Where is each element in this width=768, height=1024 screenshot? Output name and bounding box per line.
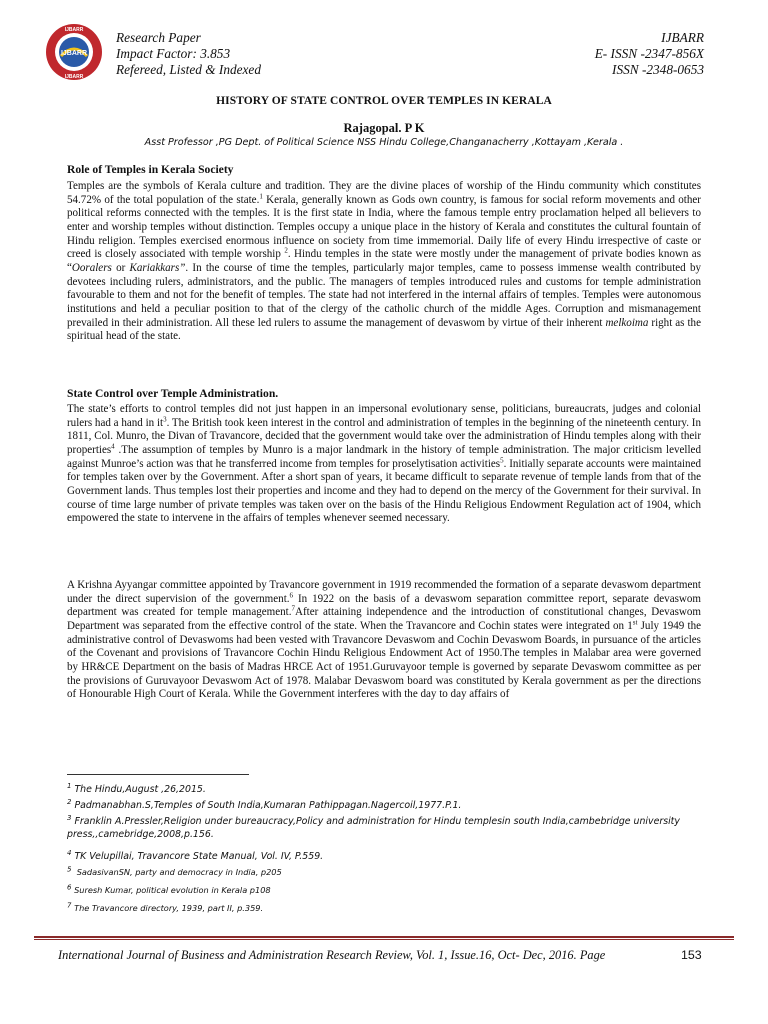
section-heading-role: Role of Temples in Kerala Society <box>67 163 234 176</box>
paragraph-state-control: The state’s efforts to control temples did not just happen in an impersonal evolutionary sense, politicians, bureaucrats, judges and colonial rulers had a hand in $it^3$. The British took keen interest in the control and administration of temples in the beginning of the nineteenth century. In 1811, Col. Munro, the Divan of Travancore, decided that the government would take over the administration of Hindu temples along with their properties$^4$ .The assumption of temples by Munro is a major landmark in the history of temple administration. The major criticism levelled against Munroe’s action was that he transferred income from temples for proselytisation activities$^5$. Initially separate accounts were maintained for temples taken over by the Government. After a short span of years, it became difficult to separate revenue of temple lands from that of the Government lands. Thus temples lost their properties and income and they had to depend on the mercy of the Government for their survival. In course of time large number of private temples was taken over on the basis of the Hindu Religious Endowment Regulation act of 1904, which empowered the state to intervene in the affairs of temples whenever seemed necessary. <box>67 403 701 525</box>
footnote-4: $^4$ TK Velupillai, Travancore State Manual, Vol. IV, P.559. <box>67 848 324 862</box>
paragraph-role-of-temples: Temples are the symbols of Kerala culture and tradition. They are the divine places of worship of the Hindu community which constitutes 54.72% of the total population of the state.$^1$ Kerala, generally known as Gods own country, is famous for social reform movements and other political reforms connected with the temples. It is the first state in India, where the famous temple entry proclamation helped all believers to enter and worship temples without distinction. Temples occupy a unique place in the history of Kerala and constitutes the cultural fountain of Hindu religion. Temples exercised enormous influence on society from time immemorial. Daily life of every Hindu irrespective of caste or creed is closely associated with temple worship $^2$. Hindu temples in the state were mostly under the management of private bodies known as “Ooralers or Kariakkars”. In the course of time the temples, particularly major temples, came to possess immense wealth contributed by devotees including rulers, administrators, and the public. The managers of temples introduced rules and customs for temple administration favourable to them and not for the benefit of temples. The state had not interfered in the internal affairs of temples. Temples were autonomous institutions and held a peculiar position to that of the clergy of the catholic church of the middle Ages. Corruption and mismanagement prevailed in their administration. All these led rulers to assume the management of devaswom by virtue of their inherent melkoima right as the spiritual head of the state. <box>67 180 702 343</box>
footnote-1: $^1$ The Hindu,August ,26,2015. <box>67 781 206 795</box>
footnote-ref: st <box>632 618 638 627</box>
page-number: 153 <box>681 948 702 962</box>
header-left <box>116 30 261 78</box>
footnote-7: $^7$ The Travancore directory, 1939, part II, p.359. <box>67 901 264 913</box>
e-issn: E- ISSN -2347-856X <box>594 46 704 61</box>
header-right <box>595 30 704 78</box>
footer-journal-citation: International Journal of Business and Administration Research Review, Vol. 1, Issue.16, Oct- Dec, 2016. Page <box>58 948 606 962</box>
footnote-3: $^3$ Franklin A.Pressler,Religion under bureaucracy,Policy and administration for Hindu templesin south India,cambebridge university press,,camebridge,2008,p.156. <box>67 813 680 840</box>
issn: ISSN -2348-0653 <box>612 62 704 77</box>
author-name: Rajagopal. P K <box>343 121 425 135</box>
footnote-ref: 4 <box>111 442 115 451</box>
svg-text:IJBARR: IJBARR <box>64 27 84 33</box>
footnote-ref: 1 <box>259 191 263 200</box>
author-affiliation: Asst Professor ,PG Dept. of Political Science NSS Hindu College,Changanacherry ,Kottayam ,Kerala . <box>144 137 624 148</box>
footer-rule <box>34 936 734 938</box>
footnote-ref: 6 <box>289 590 294 599</box>
footnote-rule <box>67 774 249 775</box>
footnote-6: $^6$ Suresh Kumar, political evolution in Kerala p108 <box>67 883 271 895</box>
italic-term: Ooralers <box>71 261 112 274</box>
refereed-label: Refereed, Listed & Indexed <box>116 62 261 77</box>
research-paper-label: Research Paper <box>116 30 201 45</box>
svg-text:IJBARR: IJBARR <box>64 74 84 80</box>
section-heading-state-control: State Control over Temple Administration. <box>67 387 279 400</box>
paper-title: HISTORY OF STATE CONTROL OVER TEMPLES IN KERALA <box>216 95 552 107</box>
footnote-ref: 5 <box>500 455 504 464</box>
journal-logo <box>44 22 104 82</box>
footnote-ref: 7 <box>291 604 295 613</box>
footnote-ref: 3 <box>163 414 167 423</box>
svg-text:IJBARR: IJBARR <box>60 50 88 57</box>
footnote-5: $^5$ SadasivanSN, party and democracy in India, p205 <box>67 865 282 877</box>
italic-term: Kariakkars” <box>129 261 186 274</box>
footnote-2: $^2$ Padmanabhan.S,Temples of South India,Kumaran Pathippagan.Nagercoil,1977.P.1. <box>67 797 462 811</box>
journal-abbrev: IJBARR <box>661 30 704 45</box>
italic-term: melkoima <box>605 316 649 329</box>
paragraph-krishna-committee: A Krishna Ayyangar committee appointed by Travancore government in 1919 recommended the formation of a separate devaswom department under the direct supervision of the government.$^6$ In 1922 on the basis of a devaswom separation committee report, separate devaswom department was created for temple management.$^7$After attaining independence and the introduction of constitutional changes, Devaswom Department was separated from the effective control of the state. When the Travancore and Cochin states were integrated on 1st July 1949 the administrative control of Devaswoms had been vested with Travancore Devaswom and Cochin Devaswom Boards, in pursuance of the articles of the Covenant and provisions of Travancore Cochin Hindu Religious Endowment Act of 1950.The temples in Malabar area were governed by HR&CE Department on the basis of Madras HRCE Act of 1951.Guruvayoor temple is governed by separate Devaswom committee as per the provisions of Guruvayoor Devaswom Act of 1978. Malabar Devaswom board was constituted by Kerala government as per the directions of Honourable High Court of Kerala. While the Government interferes with the day to day affairs of <box>67 579 701 701</box>
impact-factor: Impact Factor: 3.853 <box>116 46 231 61</box>
footnote-ref: 2 <box>284 246 288 255</box>
footer-rule-thin <box>34 939 734 940</box>
